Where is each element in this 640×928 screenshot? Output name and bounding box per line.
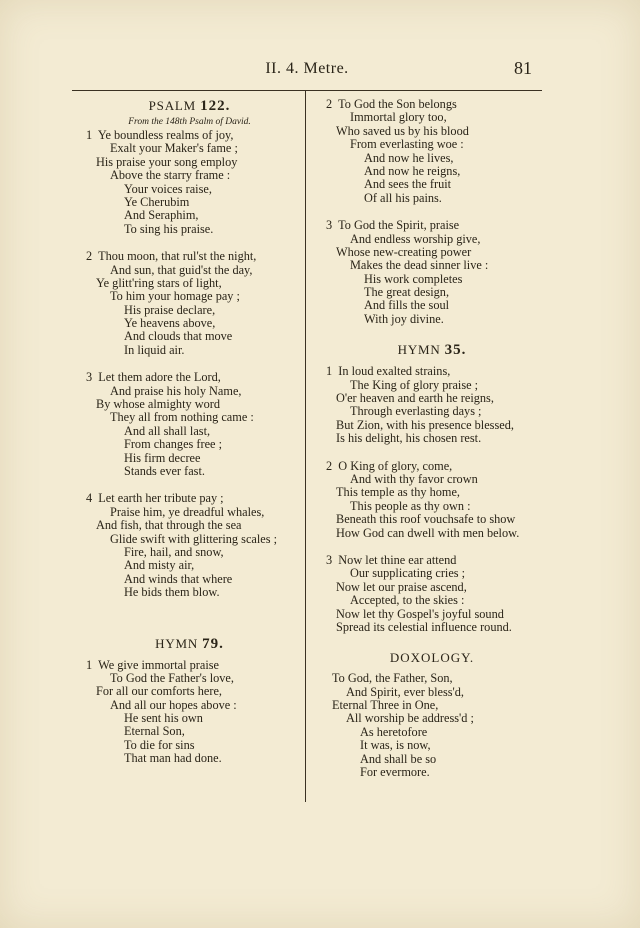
verse-line: Above the starry frame : <box>110 168 231 183</box>
doxology-line: And shall be so <box>360 751 437 766</box>
doxology-line: All worship be address'd ; <box>346 711 474 726</box>
hymn-79-title: HYMN 79. <box>155 635 224 652</box>
verse-line: And clouds that move <box>124 329 233 344</box>
stanza <box>82 659 297 766</box>
verse-line: Praise him, ye dreadful whales, <box>110 504 265 519</box>
stanza <box>322 98 542 205</box>
verse-line: He sent his own <box>124 711 203 726</box>
verse-line: O'er heaven and earth he reigns, <box>336 391 494 406</box>
verse-line: To him your homage pay ; <box>110 289 240 304</box>
verse-line: And now he reigns, <box>364 163 461 178</box>
verse-line: How God can dwell with men below. <box>336 525 520 540</box>
doxology-line: Eternal Three in One, <box>332 698 439 713</box>
verse-line: Fire, hail, and snow, <box>124 544 224 559</box>
verse-line: For all our comforts here, <box>96 684 223 699</box>
verse-line: And winds that where <box>124 571 233 586</box>
hymn-35-title: HYMN 35. <box>397 342 467 359</box>
doxology-line: To God, the Father, Son, <box>332 671 453 686</box>
verse-line: Through everlasting days ; <box>350 404 482 419</box>
stanza <box>82 129 297 236</box>
stanza <box>322 365 542 445</box>
verse-line: Now let thy Gospel's joyful sound <box>336 606 504 621</box>
page-number: 81 <box>514 58 532 78</box>
psalm-122-subtitle: From the 148th Psalm of David. <box>128 117 251 127</box>
verse-line: 3 Let them adore the Lord, <box>86 370 221 385</box>
verse-line: 1 In loud exalted strains, <box>326 364 451 379</box>
verse-line: And now he lives, <box>364 150 454 165</box>
verse-line: Immortal glory too, <box>350 110 447 125</box>
verse-line: Accepted, to the skies : <box>350 593 465 608</box>
verse-line: Now let our praise ascend, <box>336 579 467 594</box>
verse-line: And endless worship give, <box>350 231 481 246</box>
verse-line: The King of glory praise ; <box>350 377 479 392</box>
doxology-line: And Spirit, ever bless'd, <box>346 684 464 699</box>
stanza <box>82 250 297 357</box>
verse-line: He bids them blow. <box>124 585 220 600</box>
verse-line: 1 Ye boundless realms of joy, <box>86 128 234 142</box>
verse-line: 1 We give immortal praise <box>86 657 219 672</box>
verse-line: In liquid air. <box>124 342 185 357</box>
verse-line: And all our hopes above : <box>110 697 237 712</box>
running-head: II. 4. Metre. <box>265 60 349 77</box>
verse-line: Your voices raise, <box>124 181 212 196</box>
left-column <box>82 92 297 766</box>
verse-line: His praise your song employ <box>96 154 238 169</box>
verse-line: 2 Thou moon, that rul'st the night, <box>86 249 257 264</box>
doxology-line: As heretofore <box>360 724 428 739</box>
verse-line: And praise his holy Name, <box>110 383 242 398</box>
verse-line: To sing his praise. <box>124 221 214 236</box>
verse-line: And with thy favor crown <box>350 471 478 486</box>
verse-line: Beneath this roof vouchsafe to show <box>336 512 516 527</box>
verse-line: They all from nothing came : <box>110 410 254 425</box>
doxology-text <box>322 672 542 779</box>
doxology-line: For evermore. <box>360 765 430 780</box>
verse-line: But Zion, with his presence blessed, <box>336 417 514 432</box>
verse-line: Eternal Son, <box>124 724 185 739</box>
doxology-line: It was, is now, <box>360 738 431 753</box>
verse-line: Ye heavens above, <box>124 316 216 331</box>
verse-line: His praise declare, <box>124 302 216 317</box>
verse-line: Stands ever fast. <box>124 463 205 478</box>
verse-line: From everlasting woe : <box>350 137 464 152</box>
verse-line: By whose almighty word <box>96 397 220 412</box>
verse-line: And misty air, <box>124 558 195 573</box>
verse-line: From changes free ; <box>124 437 222 452</box>
verse-line: His firm decree <box>124 450 201 465</box>
verse-line: 3 Now let thine ear attend <box>326 552 457 567</box>
verse-line: Glide swift with glittering scales ; <box>110 531 278 546</box>
verse-line: 2 To God the Son belongs <box>326 97 457 111</box>
doxology-title: DOXOLOGY. <box>389 650 475 666</box>
verse-line: To God the Father's love, <box>110 670 234 685</box>
verse-line: The great design, <box>364 285 450 300</box>
verse-line: And Seraphim, <box>124 208 199 223</box>
page-header <box>72 58 542 86</box>
stanza <box>322 460 542 540</box>
header-rule <box>72 90 542 91</box>
verse-line: Exalt your Maker's fame ; <box>110 141 238 156</box>
hymn-35-stanzas <box>322 365 542 634</box>
verse-line: This temple as thy home, <box>336 485 460 500</box>
verse-line: Spread its celestial influence round. <box>336 619 512 634</box>
hymn-79-stanzas <box>82 659 297 766</box>
psalm-122-title: PSALM 122. <box>148 98 231 114</box>
verse-line: Makes the dead sinner live : <box>350 258 489 273</box>
verse-line: Ye Cherubim <box>124 194 190 209</box>
verse-line: Our supplicating cries ; <box>350 566 466 581</box>
verse-line: And fish, that through the sea <box>96 518 242 533</box>
stanza <box>82 492 297 599</box>
verse-line: And sun, that guid'st the day, <box>110 262 253 277</box>
verse-line: Who saved us by his blood <box>336 123 469 138</box>
stanza <box>322 219 542 326</box>
verse-line: This people as thy own : <box>350 498 471 513</box>
verse-line: And all shall last, <box>124 423 211 438</box>
stanza <box>82 371 297 478</box>
verse-line: 2 O King of glory, come, <box>326 458 453 473</box>
hymn-79-continued-stanzas <box>322 98 542 326</box>
verse-line: Whose new-creating power <box>336 244 472 259</box>
verse-line: With joy divine. <box>364 311 444 326</box>
verse-line: His work completes <box>364 271 463 286</box>
verse-line: Is his delight, his chosen rest. <box>336 431 482 446</box>
verse-line: And fills the soul <box>364 298 450 313</box>
verse-line: That man had done. <box>124 751 222 766</box>
psalm-122-stanzas <box>82 129 297 600</box>
column-divider <box>305 90 306 802</box>
verse-line: And sees the fruit <box>364 177 452 192</box>
verse-line: Ye glitt'ring stars of light, <box>96 275 222 290</box>
verse-line: To die for sins <box>124 737 195 752</box>
verse-line: 4 Let earth her tribute pay ; <box>86 491 224 506</box>
verse-line: Of all his pains. <box>364 190 442 205</box>
verse-line: 3 To God the Spirit, praise <box>326 218 460 233</box>
right-column <box>322 92 542 779</box>
stanza <box>322 554 542 634</box>
